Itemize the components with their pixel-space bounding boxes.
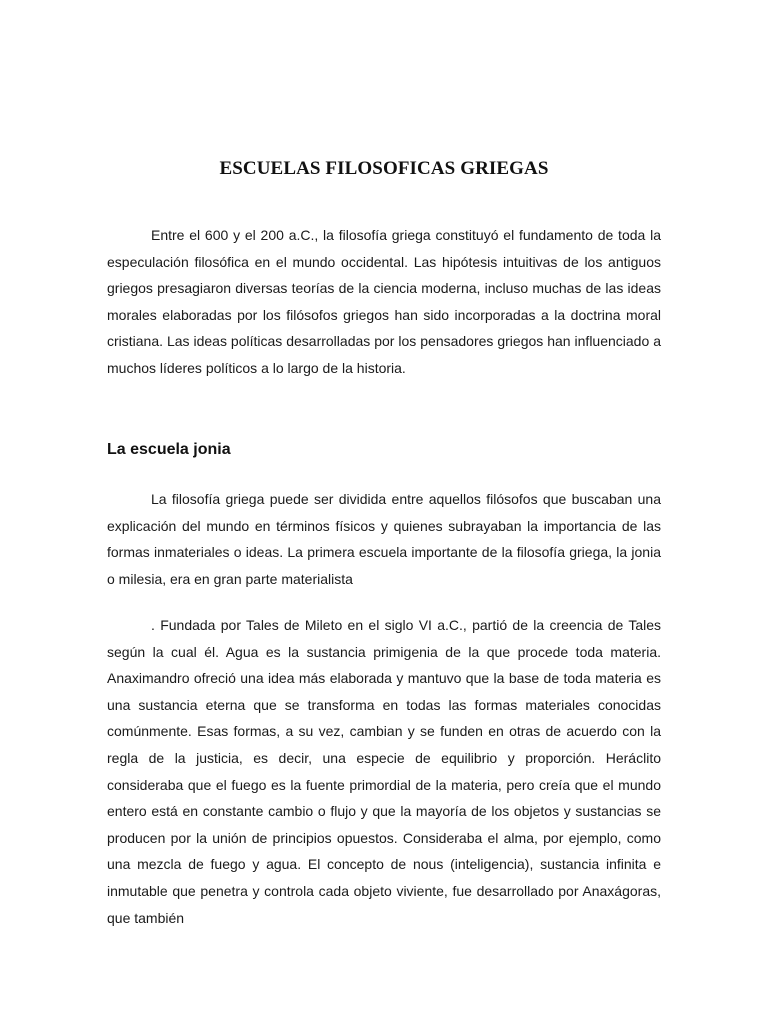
section-paragraph-2 — [107, 612, 661, 931]
section-paragraph-2-text: . Fundada por Tales de Mileto en el siglo VI a.C., partió de la creencia de Tales según la cual él. Agua es la sustancia primigenia de la que procede toda materia. Anaximandro ofreció una idea más elaborada y mantuvo que la base de toda materia es una sustancia eterna que se transforma en todas las formas materiales conocidas comúnmente. Esas formas, a su vez, cambian y se funden en otras de acuerdo con la regla de la justicia, es decir, una especie de equilibrio y proporción. Heráclito consideraba que el fuego es la fuente primordial de la materia, pero creía que el mundo entero está en constante cambio o flujo y que la mayoría de los objetos y sustancias se producen por la unión de principios opuestos. Consideraba el alma, por ejemplo, como una mezcla de fuego y agua. El concepto de nous (inteligencia), sustancia infinita e inmutable que penetra y controla cada objeto viviente, fue desarrollado por Anaxágoras, que también — [107, 617, 661, 926]
document-title: ESCUELAS FILOSOFICAS GRIEGAS — [219, 158, 549, 179]
section-paragraph-1-text: La filosofía griega puede ser dividida entre aquellos filósofos que buscaban una explicación del mundo en términos físicos y quienes subrayaban la importancia de las formas inmateriales o ideas. La primera escuela importante de la filosofía griega, la jonia o milesia, era en gran parte materialista — [107, 491, 661, 587]
section-heading: La escuela jonia — [107, 441, 231, 458]
section-paragraph-1 — [107, 486, 661, 592]
intro-paragraph — [107, 222, 661, 382]
intro-paragraph-text: Entre el 600 y el 200 a.C., la filosofía griega constituyó el fundamento de toda la especulación filosófica en el mundo occidental. Las hipótesis intuitivas de los antiguos griegos presagiaron diversas teorías de la ciencia moderna, incluso muchas de las ideas morales elaboradas por los filósofos griegos han sido incorporadas a la doctrina moral cristiana. Las ideas políticas desarrolladas por los pensadores griegos han influenciado a muchos líderes políticos a lo largo de la historia. — [107, 227, 661, 376]
